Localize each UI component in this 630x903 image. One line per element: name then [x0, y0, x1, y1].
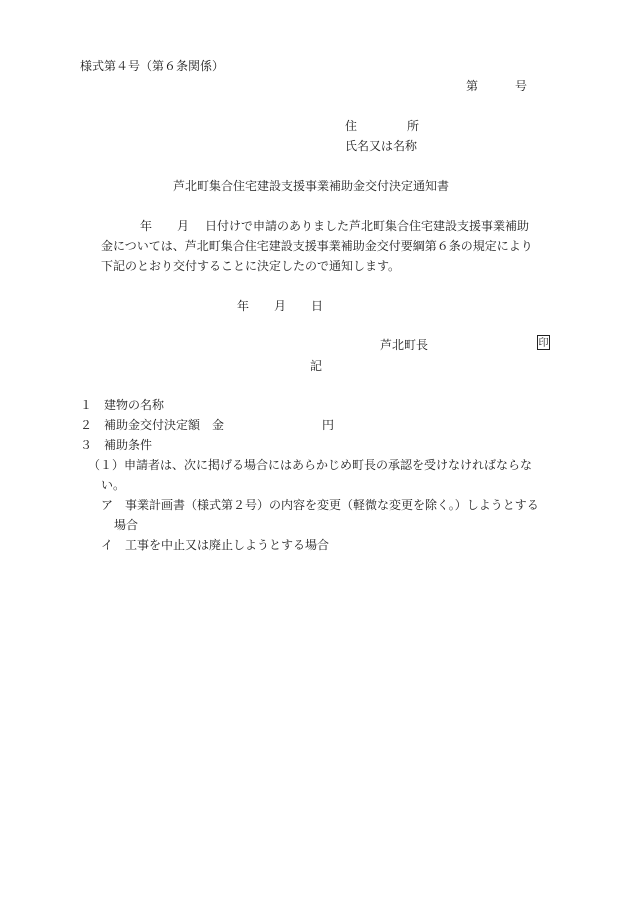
body-line3: 下記のとおり交付することに決定したので通知します。 [101, 259, 401, 273]
name-label: 氏名又は名称 [345, 139, 418, 153]
doc-number-dai: 第 [466, 79, 479, 93]
item-grant-amount-yen: 円 [322, 418, 335, 432]
condition-i: イ 工事を中止又は廃止しようとする場合 [101, 538, 330, 552]
form-number: 様式第４号（第６条関係） [80, 59, 225, 73]
ki-heading: 記 [310, 359, 323, 373]
issuer-name: 芦北町長 [380, 338, 429, 352]
condition-a-line1: ア 事業計画書（様式第２号）の内容を変更（軽微な変更を除く。）しようとする [101, 498, 539, 512]
condition-a-line2: 場合 [114, 518, 139, 532]
date-hi: 日 [311, 299, 324, 313]
address-label-1: 住 [345, 119, 358, 133]
item-conditions: ３ 補助条件 [80, 438, 153, 452]
condition-1-line2: い。 [101, 478, 126, 492]
document-title: 芦北町集合住宅建設支援事業補助金交付決定通知書 [173, 179, 450, 193]
address-label-2: 所 [407, 119, 420, 133]
date-nen: 年 [237, 299, 250, 313]
body-line1-nen: 年 [140, 219, 153, 233]
body-line1-tsuki: 月 [177, 219, 190, 233]
body-line1: 日付けで申請のありました芦北町集合住宅建設支援事業補助 [205, 219, 530, 233]
doc-number-go: 号 [515, 79, 528, 93]
item-building-name: １ 建物の名称 [80, 398, 165, 412]
date-tsuki: 月 [274, 299, 287, 313]
item-grant-amount: ２ 補助金交付決定額 金 [80, 418, 225, 432]
body-line2: 金については、芦北町集合住宅建設支援事業補助金交付要綱第６条の規定により [101, 239, 533, 253]
seal-mark: 印 [537, 335, 550, 350]
condition-1-line1: （１）申請者は、次に掲げる場合にはあらかじめ町長の承認を受けなければならな [88, 458, 533, 472]
